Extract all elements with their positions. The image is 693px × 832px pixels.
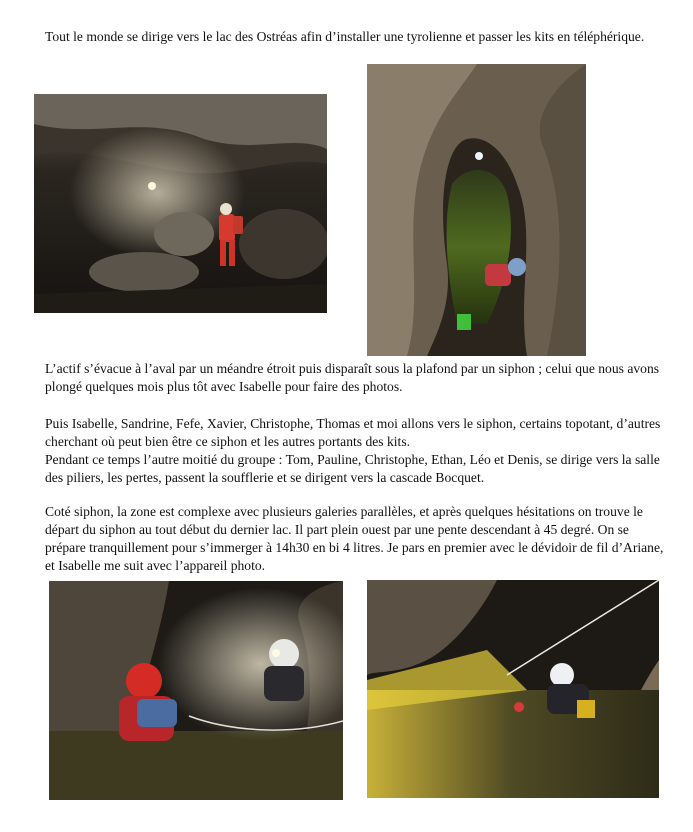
diver-in-lake-photo <box>367 580 659 798</box>
cave-canyon-photo <box>367 64 586 356</box>
divers-preparing-photo <box>49 581 343 800</box>
intro-paragraph: Tout le monde se dirige vers le lac des Ostréas afin d’installer une tyrolienne et passer les kits en téléphérique. <box>45 29 645 44</box>
group-paragraph: Puis Isabelle, Sandrine, Fefe, Xavier, Christophe, Thomas et moi allons vers le siphon, certains topotant, d’autres cherchant où peut bien être ce siphon et les autres portants des kits. <box>45 416 661 449</box>
other-group-paragraph: Pendant ce temps l’autre moitié du groupe : Tom, Pauline, Christophe, Ethan, Léo et Denis, se dirige vers la salle des piliers, les pertes, passent la soufflerie et se dirigent vers la cascade Bocquet. <box>45 452 660 485</box>
dive-paragraph: Coté siphon, la zone est complexe avec plusieurs galeries parallèles, et après quelques hésitations on trouve le départ du siphon au tout début du dernier lac. Il part plein ouest par une pente descendant à 45 degré. On se prépare tranquillement pour s’immerger à 14h30 en bi 4 litres. Je pars en premier avec le dévidoir de fil d’Ariane, et Isabelle me suit avec l’appareil photo. <box>45 504 664 573</box>
cave-chamber-photo <box>34 94 327 313</box>
siphon-paragraph: L’actif s’évacue à l’aval par un méandre étroit puis disparaît sous la plafond par un siphon ; celui que nous avons plongé quelques mois plus tôt avec Isabelle pour faire des photos. <box>45 361 660 394</box>
